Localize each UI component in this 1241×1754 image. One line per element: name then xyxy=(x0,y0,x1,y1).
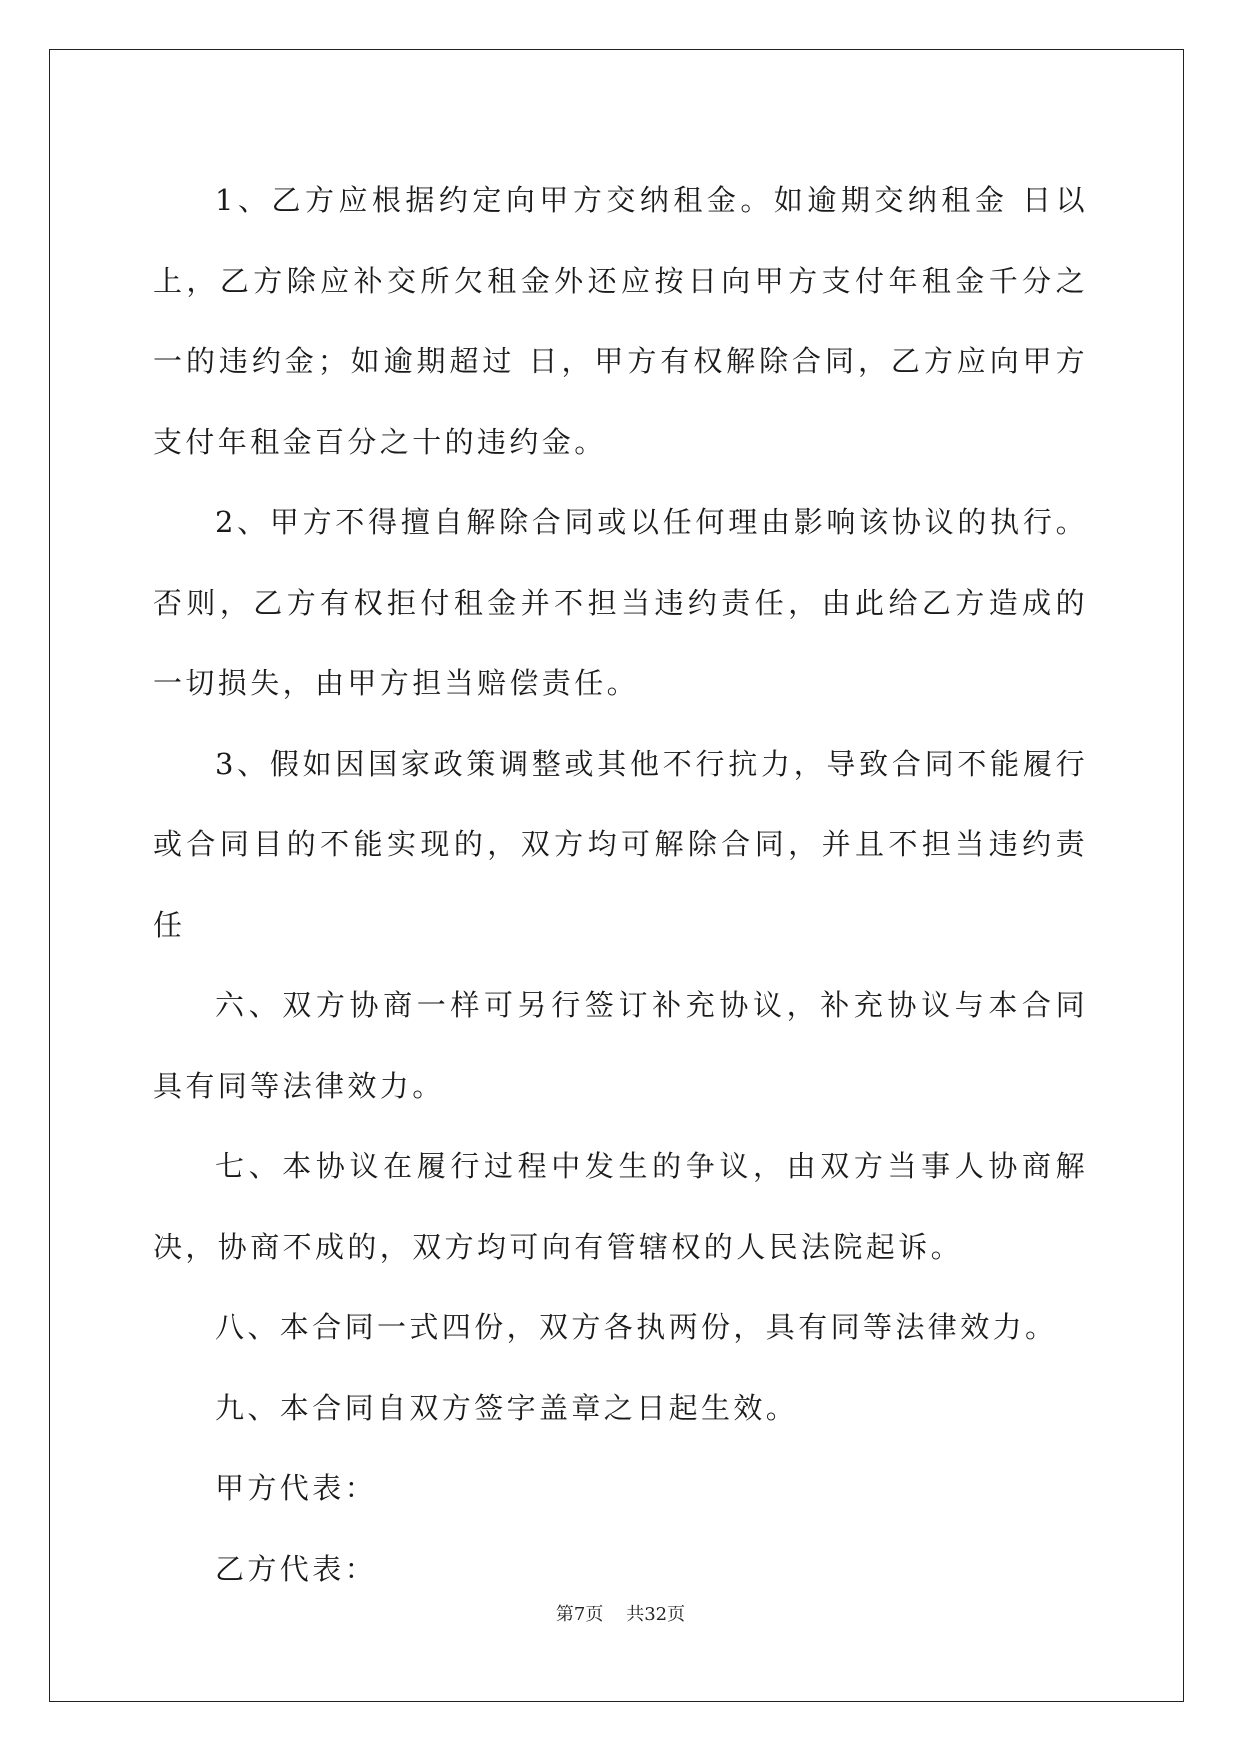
document-body xyxy=(153,160,1088,1609)
clause-2-party-a-obligation: 2、甲方不得擅自解除合同或以任何理由影响该协议的执行。否则，乙方有权拒付租金并不担当违约责任，由此给乙方造成的一切损失，由甲方担当赔偿责任。 xyxy=(153,505,1088,700)
clause-8-copies: 八、本合同一式四份，双方各执两份，具有同等法律效力。 xyxy=(215,1310,1058,1344)
page-footer xyxy=(0,1600,1241,1626)
party-b-representative: 乙方代表： xyxy=(215,1551,378,1586)
clause-6-supplementary-agreement: 六、双方协商一样可另行签订补充协议，补充协议与本合同具有同等法律效力。 xyxy=(153,988,1088,1103)
clause-9-effective-date: 九、本合同自双方签字盖章之日起生效。 xyxy=(215,1390,799,1425)
clause-1-rent-payment: 1、乙方应根据约定向甲方交纳租金。如逾期交纳租金 日以上，乙方除应补交所欠租金外还应按日向甲方支付年租金千分之一的违约金；如逾期超过 日，甲方有权解除合同，乙方应向甲方支付年租金百分之十的违约金。 xyxy=(153,183,1088,459)
page-current: 第7页 xyxy=(555,1604,604,1625)
party-a-representative: 甲方代表： xyxy=(215,1471,378,1505)
clause-3-force-majeure: 3、假如因国家政策调整或其他不行抗力，导致合同不能履行或合同目的不能实现的，双方均可解除合同，并且不担当违约责任 xyxy=(153,746,1088,942)
clause-7-dispute-resolution: 七、本协议在履行过程中发生的争议，由双方当事人协商解决，协商不成的，双方均可向有管辖权的人民法院起诉。 xyxy=(153,1149,1088,1264)
page-total: 共32页 xyxy=(626,1604,686,1625)
